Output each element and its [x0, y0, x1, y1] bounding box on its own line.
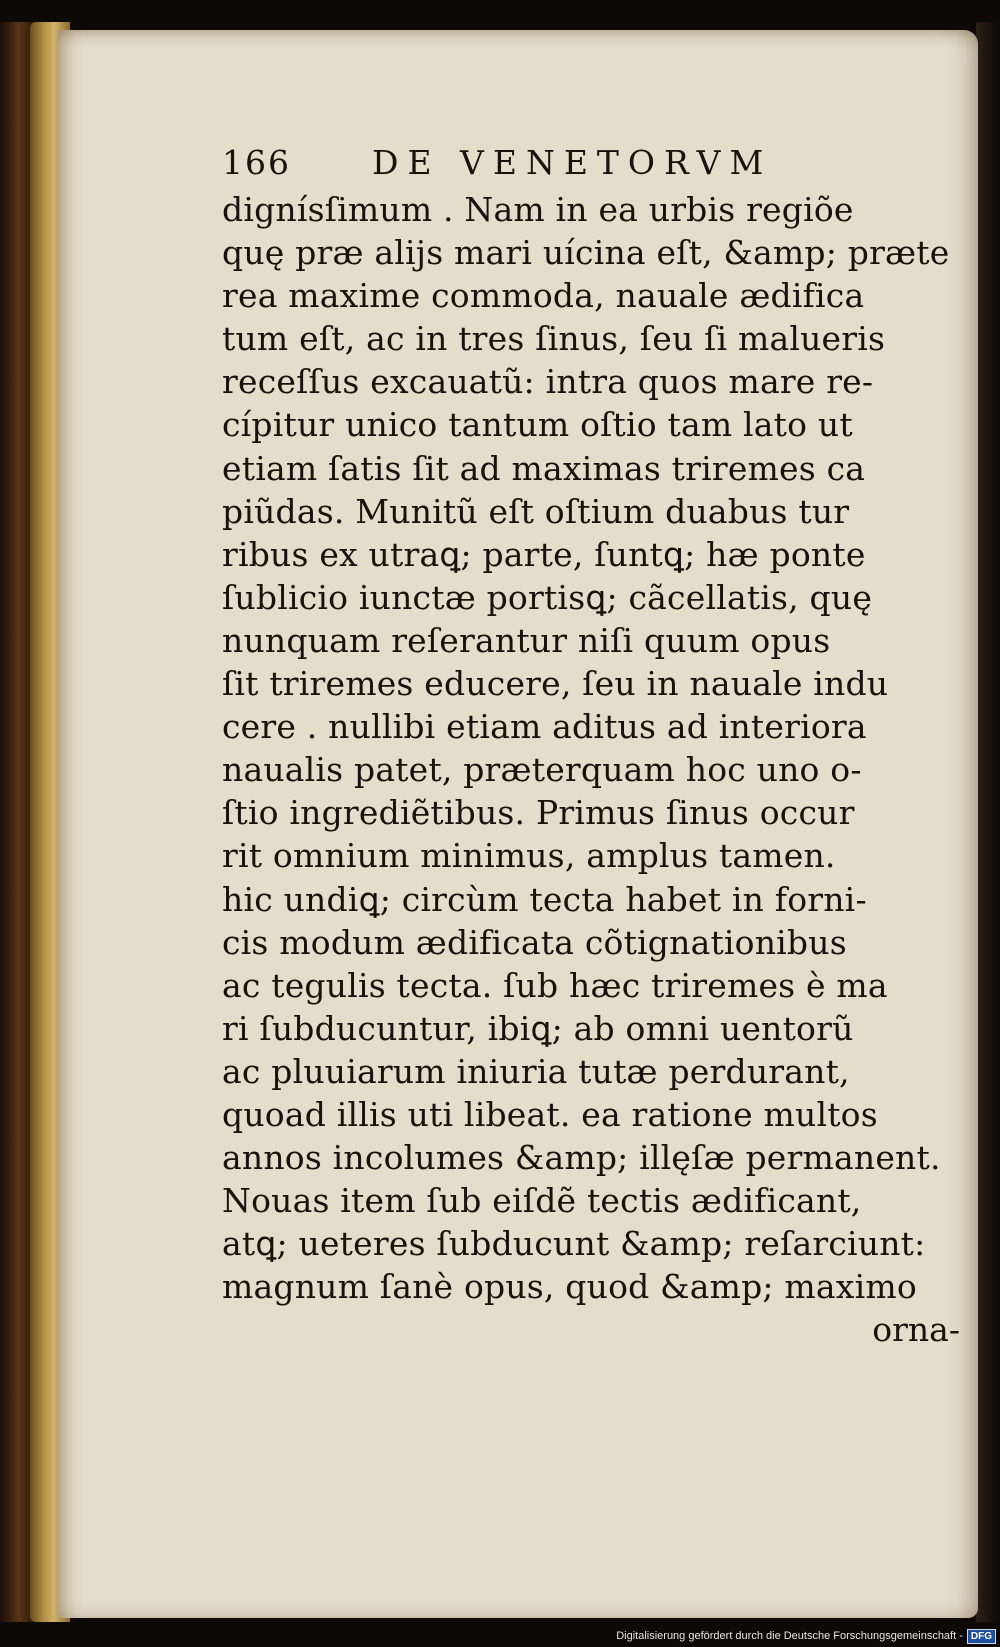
book-spine [0, 22, 34, 1622]
text-line: ſublicio iunctæ portisꝗ; cãcellatis, quę [222, 577, 873, 617]
text-line: receſſus excauatũ: intra quos mare re- [222, 362, 874, 402]
text-block [222, 138, 950, 1308]
text-line: rit omnium minimus, amplus tamen. [222, 836, 836, 876]
text-line: tum eſt, ac in tres ſinus, ſeu ſi malueris [222, 319, 886, 359]
text-line: piũdas. Munitũ eſt oſtium duabus tur [222, 491, 850, 531]
text-line: ri ſubducuntur, ibiꝗ; ab omni uentorũ [222, 1008, 854, 1048]
text-line: etiam ſatis ſit ad maximas triremes ca [222, 448, 866, 488]
text-line: ac tegulis tecta. ſub hæc triremes è ma [222, 965, 888, 1005]
text-line: naualis patet, præterquam hoc uno o- [222, 750, 862, 790]
digitization-footer [576, 1625, 1000, 1647]
running-head-title: DE VENETORVM [372, 143, 773, 182]
text-line: ribus ex utraꝗ; parte, ſuntꝗ; hæ ponte [222, 534, 866, 574]
text-line: nunquam reſerantur niſi quum opus [222, 620, 831, 660]
body-text [222, 188, 950, 1308]
text-line: atꝗ; ueteres ſubducunt &amp; reſarciunt: [222, 1224, 926, 1264]
text-line: cis modum ædificata cõtignationibus [222, 922, 847, 962]
text-line: dignísſimum . Nam in ea urbis regiõe [222, 190, 854, 229]
page-right-shadow [976, 22, 1000, 1622]
catchword: orna- [872, 1310, 960, 1349]
text-line: ſtio ingrediẽtibus. Primus ſinus occur [222, 793, 855, 833]
text-line: annos incolumes &amp; illęſæ permanent. [222, 1138, 941, 1178]
text-line: rea maxime commoda, nauale ædifica [222, 276, 865, 316]
text-line: Nouas item ſub eiſdẽ tectis ædificant, [222, 1181, 862, 1221]
dfg-logo: DFG [967, 1629, 996, 1644]
text-line: quę præ alijs mari uícina eſt, &amp; præte [222, 233, 950, 273]
running-head [222, 138, 902, 188]
text-line: hic undiꝗ; circùm tecta habet in forni- [222, 879, 867, 919]
text-line: ac pluuiarum iniuria tutæ perdurant, [222, 1051, 850, 1091]
text-line: magnum ſanè opus, quod &amp; maximo [222, 1267, 917, 1307]
text-line: quoad illis uti libeat. ea ratione multos [222, 1094, 878, 1134]
text-line: cere . nullibi etiam aditus ad interiora [222, 707, 867, 747]
funding-credit: Digitalisierung gefördert durch die Deutsche Forschungsgemeinschaft - [616, 1630, 963, 1642]
page-number: 166 [222, 143, 291, 182]
text-line: cípitur unico tantum oſtio tam lato ut [222, 405, 853, 445]
text-line: ſit triremes educere, ſeu in nauale indu [222, 664, 889, 704]
